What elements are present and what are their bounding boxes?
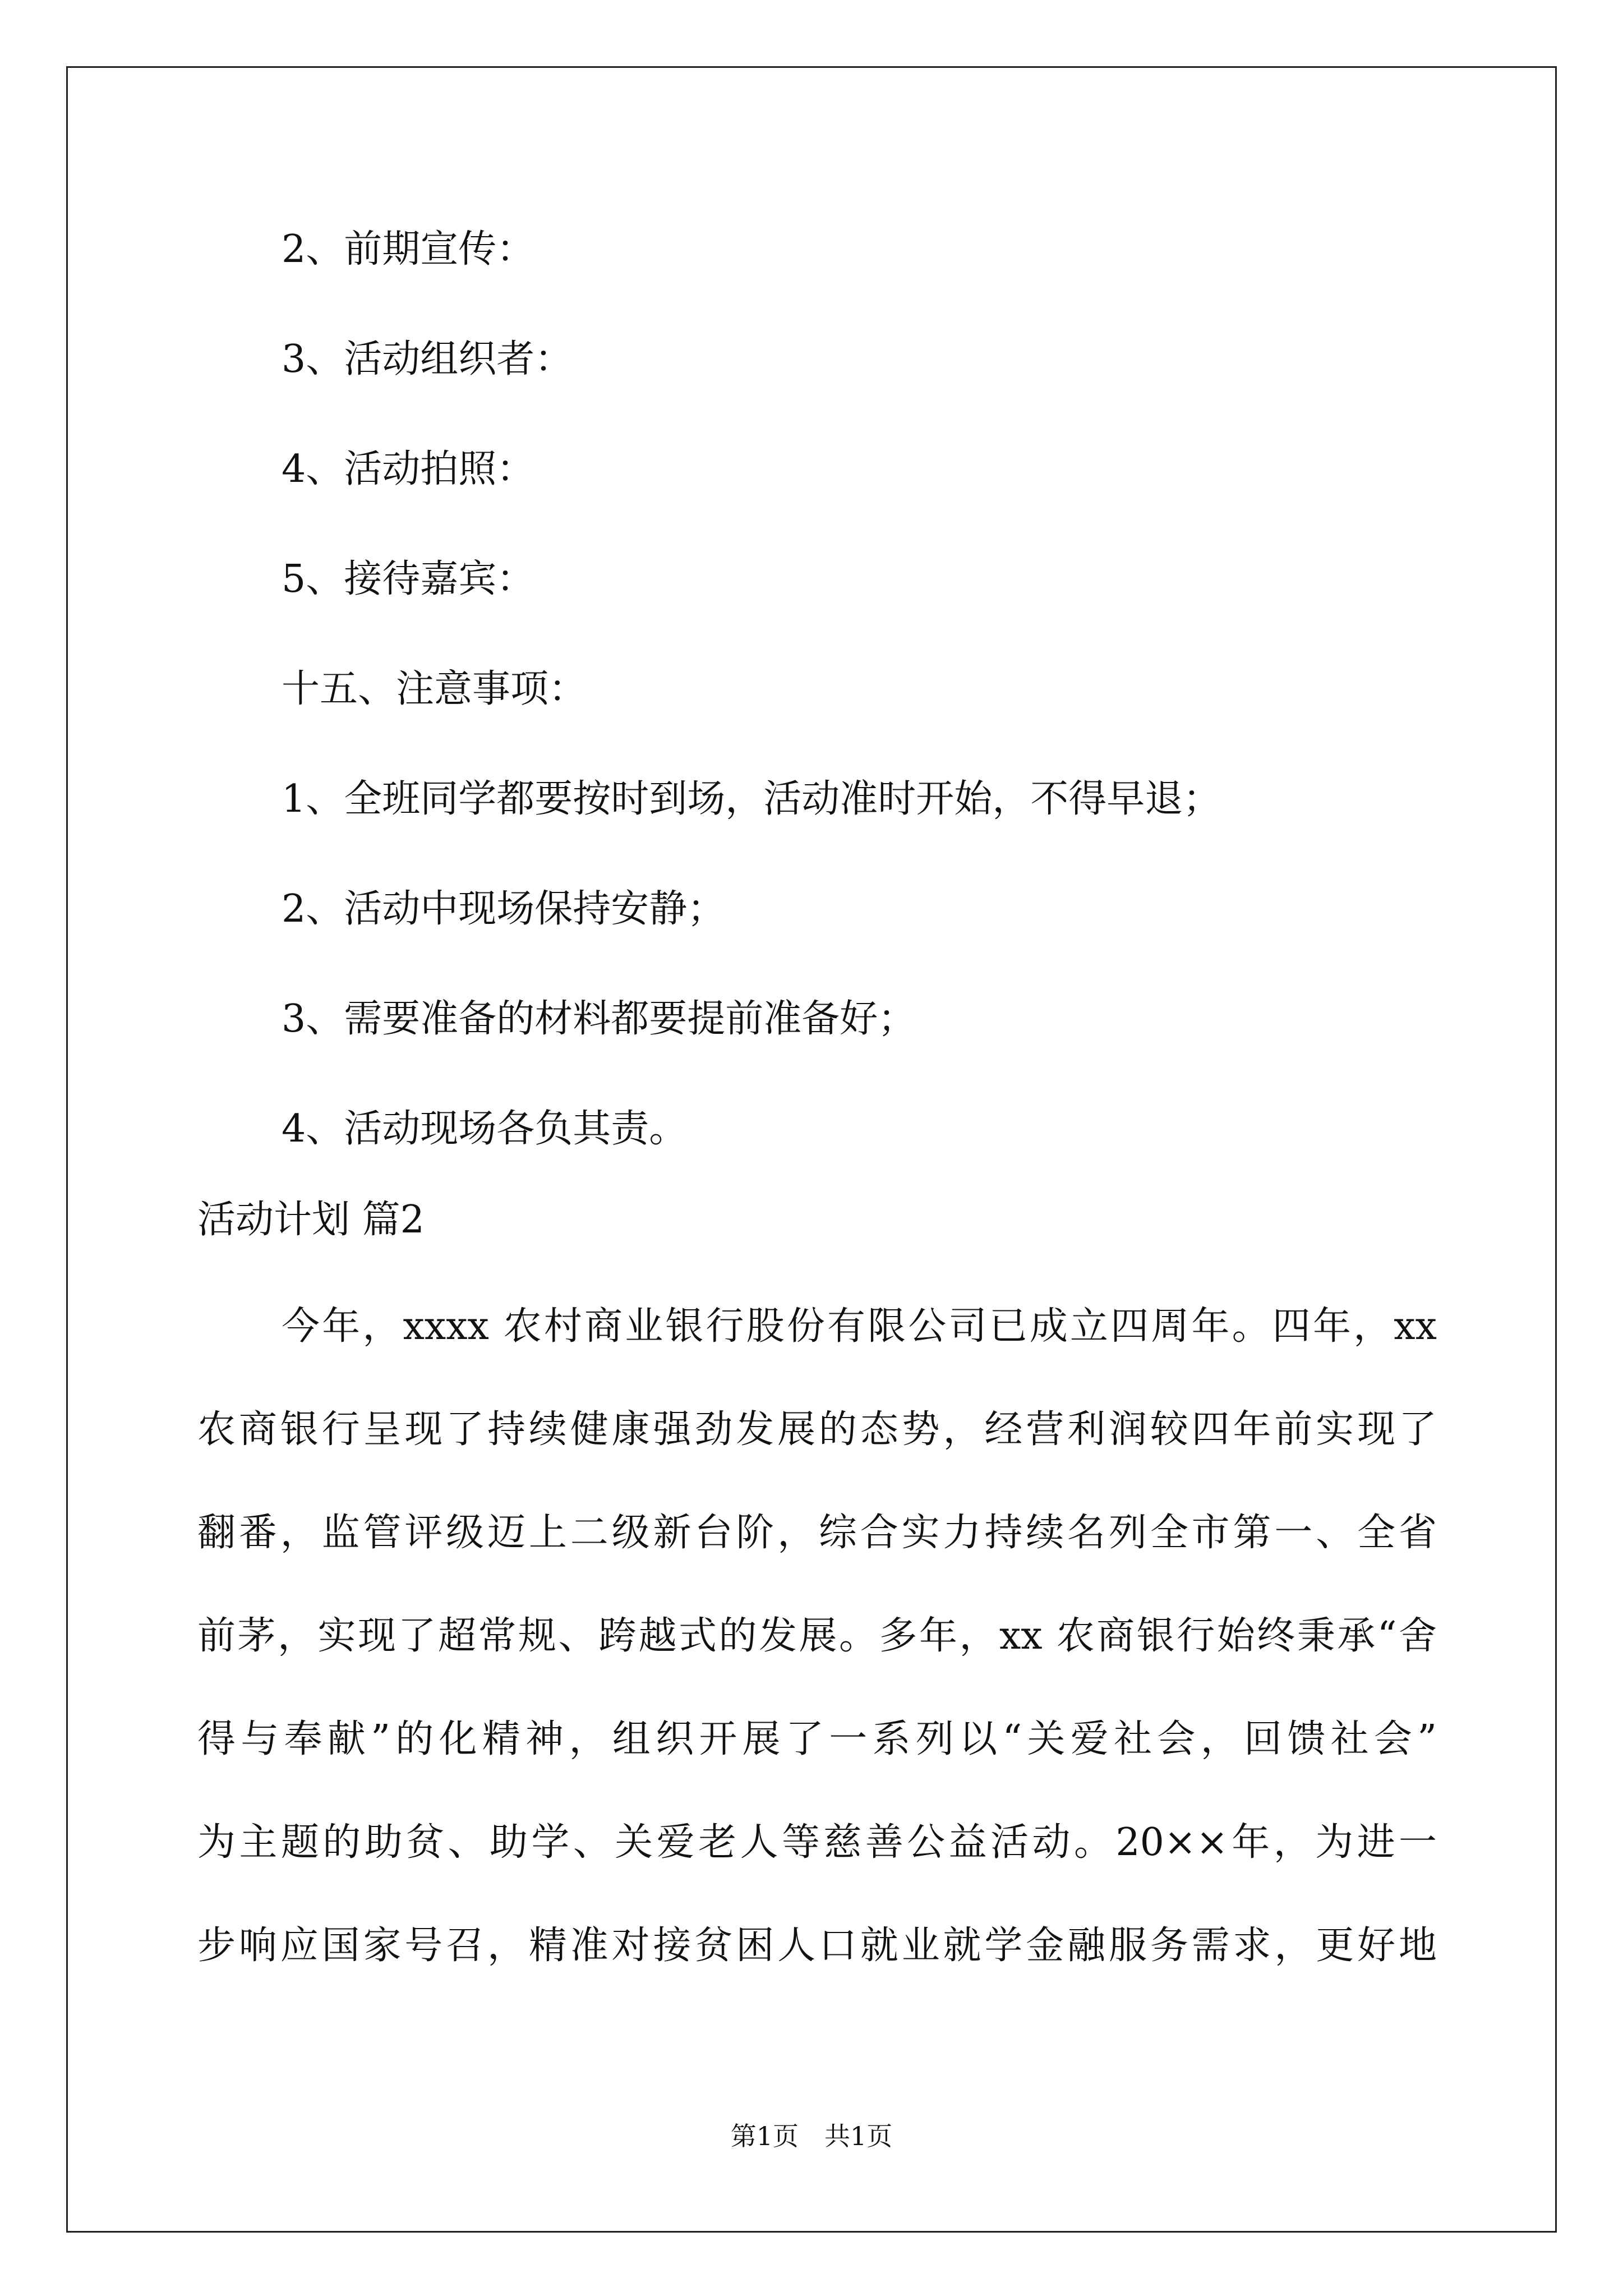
list-item: 3、活动组织者： [282, 337, 573, 381]
list-item: 4、活动现场各负其责。 [282, 1107, 688, 1151]
paragraph-line: 农商银行呈现了持续健康强劲发展的态势，经营利润较四年前实现了 [197, 1407, 1437, 1452]
paragraph-line: 得与奉献”的化精神，组织开展了一系列以“关爱社会，回馈社会” [197, 1717, 1437, 1761]
paragraph-line: 翻番，监管评级迈上二级新台阶，综合实力持续名列全市第一、全省 [197, 1511, 1437, 1555]
paragraph-line: 为主题的助贫、助学、关爱老人等慈善公益活动。20××年，为进一 [197, 1820, 1437, 1865]
list-item: 4、活动拍照： [282, 447, 535, 491]
paragraph-line: 前茅，实现了超常规、跨越式的发展。多年，xx 农商银行始终秉承“舍 [197, 1614, 1437, 1658]
section-title: 活动计划 篇2 [197, 1198, 425, 1242]
list-item: 2、前期宣传： [282, 227, 535, 272]
list-item: 5、接待嘉宾： [282, 557, 535, 601]
paragraph-line: 步响应国家号召，精准对接贫困人口就业就学金融服务需求，更好地 [197, 1924, 1437, 1968]
list-item: 1、全班同学都要按时到场，活动准时开始，不得早退； [282, 777, 1221, 821]
page-footer: 第1页 共1页 [730, 2121, 893, 2151]
paragraph-line: 今年，xxxx 农村商业银行股份有限公司已成立四周年。四年，xx [282, 1304, 1437, 1349]
section-heading: 十五、注意事项： [282, 667, 587, 711]
list-item: 2、活动中现场保持安静； [282, 887, 726, 931]
list-item: 3、需要准备的材料都要提前准备好； [282, 997, 916, 1041]
